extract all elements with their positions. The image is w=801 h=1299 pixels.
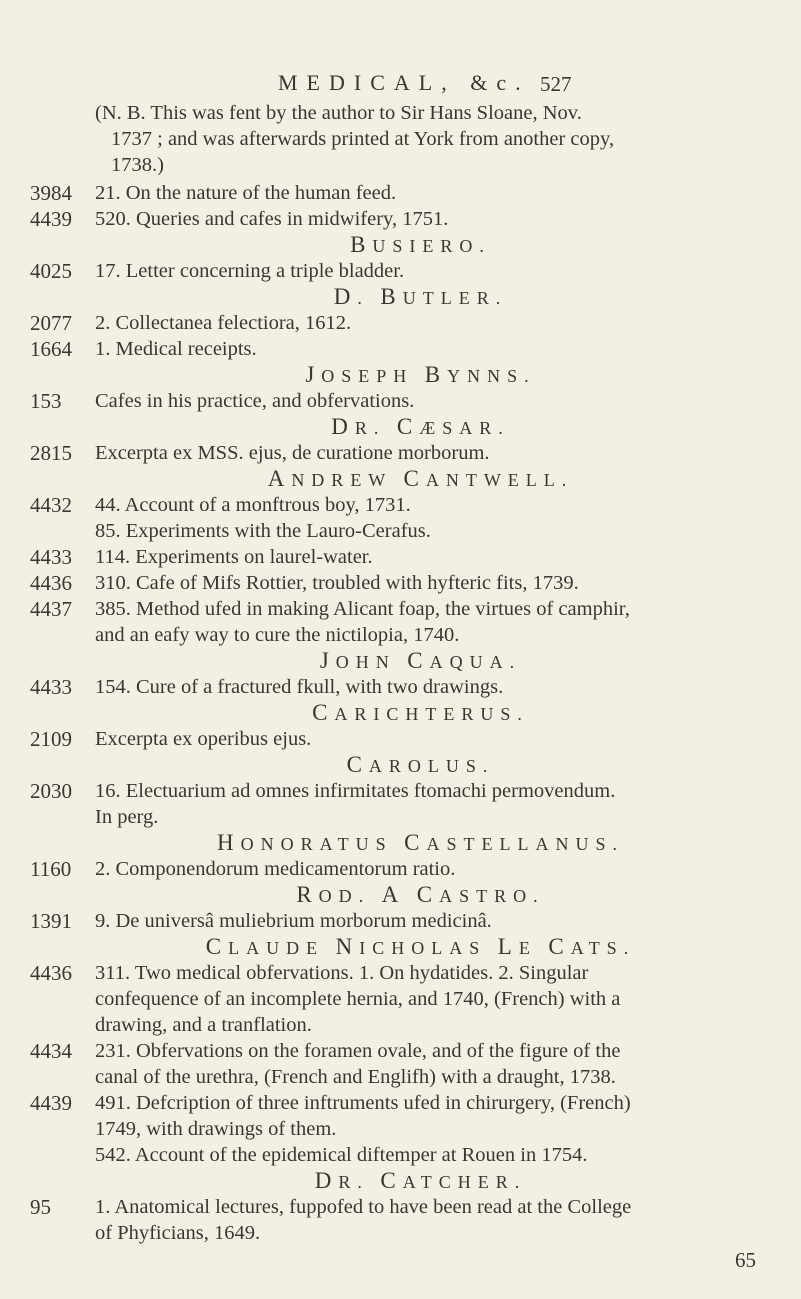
catalogue-line [0, 778, 801, 804]
entry-continuation: confequence of an incomplete hernia, and 1740, (French) with a [95, 988, 621, 1010]
catalogue-line [0, 1116, 801, 1142]
catchword: 65 [735, 1248, 756, 1272]
entry-text: 1. Anatomical lectures, fuppofed to have been read at the College [95, 1196, 632, 1218]
entry-continuation: 85. Experiments with the Lauro-Cerafus. [95, 520, 431, 542]
catalogue-line [0, 206, 801, 232]
shelf-number: 2077 [30, 311, 72, 335]
catalogue-line [0, 1090, 801, 1116]
entry-continuation: (N. B. This was fent by the author to Sir Hans Sloane, Nov. [95, 102, 582, 124]
shelf-number: 4436 [30, 571, 72, 595]
shelf-number: 4433 [30, 545, 72, 569]
running-head: MEDICAL, &c. [278, 70, 530, 95]
author-name: ANDREW CANTWELL. [267, 466, 574, 491]
shelf-number: 4433 [30, 675, 72, 699]
author-name: CAROLUS. [346, 752, 495, 777]
author-heading [0, 830, 801, 856]
catalogue-line [0, 960, 801, 986]
catalogue-line [0, 152, 801, 178]
catalogue-line [0, 310, 801, 336]
entry-continuation: 542. Account of the epidemical diftemper at Rouen in 1754. [95, 1144, 588, 1166]
author-heading [0, 700, 801, 726]
shelf-number: 2030 [30, 779, 72, 803]
catalogue-line [0, 1064, 801, 1090]
author-name: CARICHTERUS. [312, 700, 529, 725]
entry-continuation: 1738.) [111, 154, 164, 176]
catalogue-line [0, 1038, 801, 1064]
entry-continuation: 1749, with drawings of them. [95, 1118, 337, 1140]
author-name: DR. CÆSAR. [331, 414, 510, 439]
catalogue-line [0, 100, 801, 126]
catalogue-line [0, 622, 801, 648]
entry-text: 385. Method ufed in making Alicant foap, the virtues of camphir, [95, 598, 630, 620]
catalogue-line [0, 726, 801, 752]
author-heading [0, 934, 801, 960]
author-heading [0, 648, 801, 674]
page-number: 527 [540, 72, 572, 96]
entry-text: 2. Collectanea felectiora, 1612. [95, 312, 352, 334]
author-heading [0, 466, 801, 492]
shelf-number: 153 [30, 389, 62, 413]
author-heading [0, 284, 801, 310]
catalogue-line [0, 258, 801, 284]
entry-text: 114. Experiments on laurel-water. [95, 546, 373, 568]
entry-text: Cafes in his practice, and obfervations. [95, 390, 415, 412]
shelf-number: 1664 [30, 337, 72, 361]
author-heading [0, 362, 801, 388]
author-name: DR. CATCHER. [314, 1168, 527, 1193]
shelf-number: 4437 [30, 597, 72, 621]
author-name: CLAUDE NICHOLAS LE CATS. [205, 934, 636, 959]
entry-text: 311. Two medical obfervations. 1. On hydatides. 2. Singular [95, 962, 589, 984]
entry-continuation: and an eafy way to cure the nictilopia, 1740. [95, 624, 460, 646]
author-name: D. BUTLER. [333, 284, 508, 309]
catalogue-line [0, 388, 801, 414]
entry-continuation: In perg. [95, 806, 159, 828]
entry-text: 21. On the nature of the human feed. [95, 182, 397, 204]
shelf-number: 4436 [30, 961, 72, 985]
entry-continuation: drawing, and a tranflation. [95, 1014, 312, 1036]
catalogue-line [0, 440, 801, 466]
shelf-number: 2109 [30, 727, 72, 751]
author-heading [0, 1168, 801, 1194]
shelf-number: 1160 [30, 857, 72, 881]
catalogue-line [0, 1012, 801, 1038]
catalogue-line [0, 518, 801, 544]
author-name: JOHN CAQUA. [319, 648, 522, 673]
entry-text: 2. Componendorum medicamentorum ratio. [95, 858, 456, 880]
catalogue-line [0, 1220, 801, 1246]
entry-text: 44. Account of a monftrous boy, 1731. [95, 494, 411, 516]
catalogue-line [0, 1142, 801, 1168]
entry-text: 154. Cure of a fractured fkull, with two drawings. [95, 676, 504, 698]
author-heading [0, 232, 801, 258]
catalogue-line [0, 492, 801, 518]
catalogue-line [0, 1194, 801, 1220]
shelf-number: 4432 [30, 493, 72, 517]
shelf-number: 4439 [30, 207, 72, 231]
catalogue-line [0, 570, 801, 596]
catalogue-line [0, 986, 801, 1012]
catalogue-line [0, 908, 801, 934]
catalogue-line [0, 180, 801, 206]
entry-text: 16. Electuarium ad omnes infirmitates ftomachi permovendum. [95, 780, 616, 802]
shelf-number: 1391 [30, 909, 72, 933]
author-heading [0, 882, 801, 908]
entry-text: 491. Defcription of three inftruments ufed in chirurgery, (French) [95, 1092, 631, 1114]
shelf-number: 4439 [30, 1091, 72, 1115]
author-name: HONORATUS CASTELLANUS. [217, 830, 624, 855]
catalogue-line [0, 596, 801, 622]
catalogue-line [0, 804, 801, 830]
entry-text: 1. Medical receipts. [95, 338, 257, 360]
author-name: JOSEPH BYNNS. [305, 362, 536, 387]
shelf-number: 4025 [30, 259, 72, 283]
entry-text: 520. Queries and cafes in midwifery, 1751. [95, 208, 449, 230]
catalogue-line [0, 544, 801, 570]
entry-continuation: 1737 ; and was afterwards printed at York from another copy, [111, 128, 615, 150]
shelf-number: 4434 [30, 1039, 72, 1063]
entry-text: 310. Cafe of Mifs Rottier, troubled with hyfteric fits, 1739. [95, 572, 579, 594]
catalogue-line [0, 336, 801, 362]
author-name: ROD. A CASTRO. [296, 882, 545, 907]
shelf-number: 2815 [30, 441, 72, 465]
shelf-number: 3984 [30, 181, 72, 205]
entry-text: Excerpta ex MSS. ejus, de curatione morborum. [95, 442, 490, 464]
author-heading [0, 752, 801, 778]
entry-text: 231. Obfervations on the foramen ovale, and of the figure of the [95, 1040, 621, 1062]
entry-continuation: of Phyficians, 1649. [95, 1222, 261, 1244]
entry-text: 9. De universâ muliebrium morborum medicinâ. [95, 910, 492, 932]
entry-text: Excerpta ex operibus ejus. [95, 728, 312, 750]
page-header [0, 70, 801, 100]
catalogue-line [0, 674, 801, 700]
catalogue-line [0, 126, 801, 152]
entry-continuation: canal of the urethra, (French and Englifh) with a draught, 1738. [95, 1066, 616, 1088]
author-name: BUSIERO. [350, 232, 491, 257]
catalogue-line [0, 856, 801, 882]
author-heading [0, 414, 801, 440]
entry-text: 17. Letter concerning a triple bladder. [95, 260, 405, 282]
shelf-number: 95 [30, 1195, 51, 1219]
